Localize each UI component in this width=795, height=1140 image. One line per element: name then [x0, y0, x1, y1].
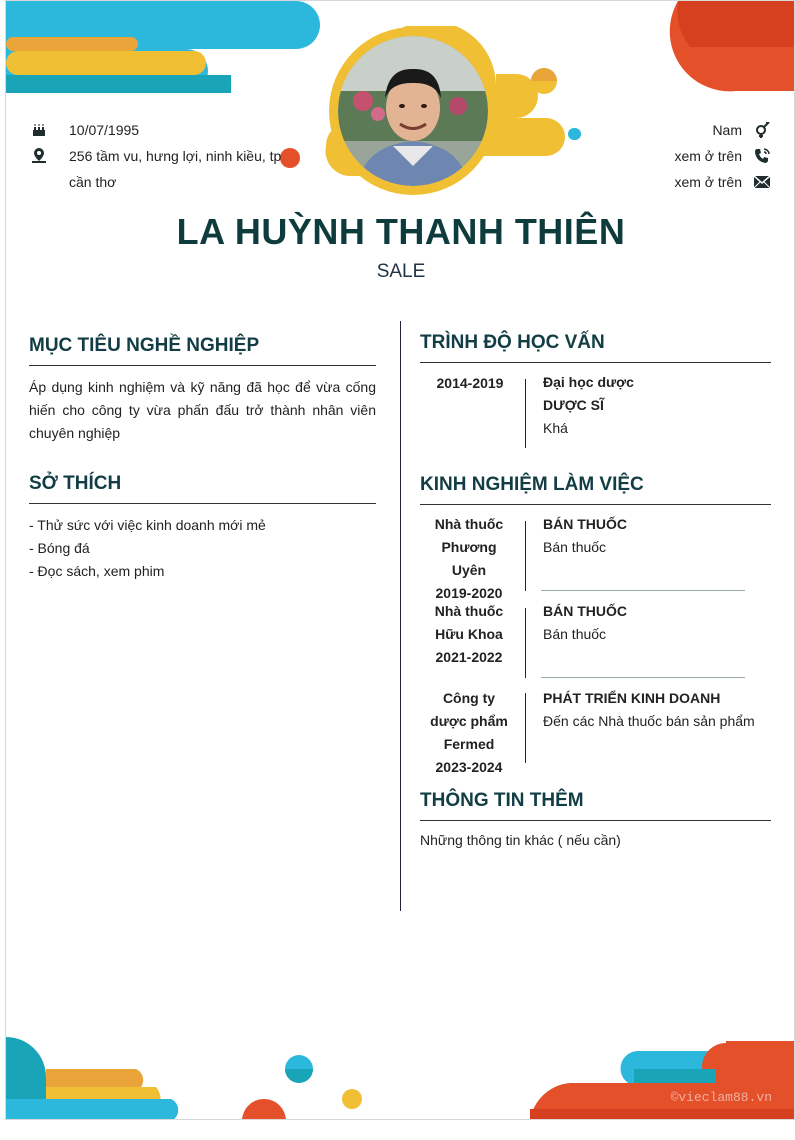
education-grade: Khá: [543, 420, 568, 436]
experience-title: KINH NGHIỆM LÀM VIỆC: [420, 474, 644, 495]
experience-timeline: [525, 521, 526, 591]
education-years: 2014-2019: [436, 375, 504, 391]
phone-icon: [754, 148, 770, 164]
experience-company: [413, 513, 525, 605]
column-divider: [400, 321, 401, 911]
hobby-item: - Đọc sách, xem phim: [29, 563, 165, 579]
experience-years: 2023-2024: [435, 759, 503, 775]
email-text: xem ở trên: [674, 174, 742, 190]
experience-description: Bán thuốc: [543, 626, 607, 642]
phone-text: xem ở trên: [674, 148, 742, 164]
experience-divider: [420, 504, 771, 505]
education-school: Đại học dược: [543, 374, 634, 390]
experience-years: 2019-2020: [435, 585, 503, 601]
education-divider: [420, 362, 771, 363]
address-text: 256 tầm vu, hưng lợi, ninh kiều, tp cần thơ: [69, 148, 282, 190]
person-name: LA HUỲNH THANH THIÊN: [176, 211, 626, 252]
hobby-item: - Bóng đá: [29, 540, 90, 556]
experience-company-name: Nhà thuốc Hữu Khoa: [434, 603, 504, 642]
career-goal-title: MỤC TIÊU NGHỀ NGHIỆP: [29, 335, 260, 356]
top-right-decoration: [666, 1, 795, 101]
location-icon: [32, 148, 46, 163]
watermark: ©vieclam88.vn: [670, 1090, 772, 1105]
cake-icon: [32, 123, 46, 137]
experience-description: Bán thuốc: [543, 539, 607, 555]
extra-info-divider: [420, 820, 771, 821]
experience-company-name: Công ty dược phẩm Fermed: [430, 690, 508, 752]
career-goal-text: Áp dụng kinh nghiệm và kỹ năng đã học để vừa cống hiến cho công ty vừa phấn đấu trở thành nhân viên chuyên nghiệp: [29, 379, 376, 441]
top-left-decoration: [6, 1, 326, 101]
gender-icon: [754, 122, 770, 138]
career-goal-divider: [29, 365, 376, 366]
education-timeline: [525, 379, 526, 448]
person-role: SALE: [376, 261, 426, 282]
education-major: DƯỢC SĨ: [543, 397, 604, 413]
education-title: TRÌNH ĐỘ HỌC VẤN: [420, 332, 605, 353]
small-blue-dot: [569, 128, 581, 140]
bottom-right-decoration: [516, 1031, 795, 1120]
hobbies-divider: [29, 503, 376, 504]
experience-separator: [541, 590, 745, 591]
experience-company-name: Nhà thuốc Phương Uyên: [434, 516, 504, 578]
experience-position: PHÁT TRIỂN KINH DOANH: [543, 690, 721, 706]
cv-page: [5, 0, 795, 1120]
experience-company: [413, 600, 525, 669]
experience-timeline: [525, 608, 526, 678]
bottom-left-decoration: [6, 1031, 376, 1120]
experience-timeline: [525, 693, 526, 763]
mail-icon: [754, 176, 770, 188]
experience-description: Đến các Nhà thuốc bán sản phẩm: [543, 713, 755, 729]
hobbies-title: SỞ THÍCH: [29, 473, 122, 494]
experience-separator: [541, 677, 745, 678]
experience-years: 2021-2022: [435, 649, 503, 665]
avatar: [329, 27, 497, 195]
extra-info-title: THÔNG TIN THÊM: [420, 790, 584, 811]
birthday-text: 10/07/1995: [69, 122, 140, 138]
experience-company: [413, 687, 525, 779]
extra-info-text: Những thông tin khác ( nếu cần): [420, 832, 621, 848]
experience-position: BÁN THUỐC: [543, 516, 627, 532]
gender-text: Nam: [712, 122, 742, 138]
experience-position: BÁN THUỐC: [543, 603, 627, 619]
hobby-item: - Thử sức với việc kinh doanh mới mẻ: [29, 517, 266, 533]
